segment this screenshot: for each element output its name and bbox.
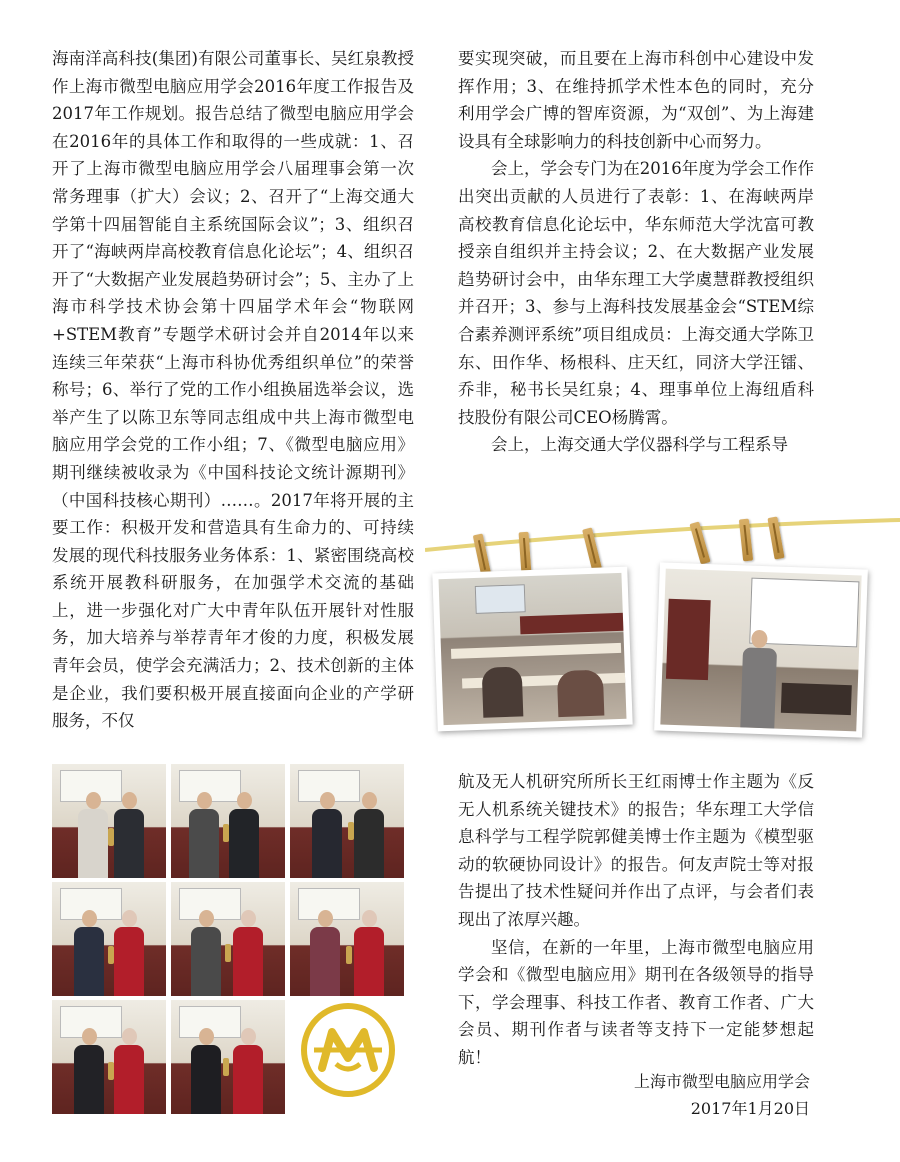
society-logo-icon: [300, 1002, 396, 1098]
right-column-bottom: [458, 768, 814, 1072]
signature: [560, 1068, 810, 1122]
paragraph-conclusion: 坚信，在新的一年里，上海市微型电脑应用学会和《微型电脑应用》期刊在各级领导的指导下，学会理事、科技工作者、教育工作者、广大会员、期刊作者与读者等支持下一定能梦想起航！: [458, 937, 814, 1067]
meeting-room-photo: [432, 567, 632, 732]
paragraph-reports-continued: 航及无人机研究所所长王红雨博士作主题为《反无人机系统关键技术》的报告；华东理工大学信息科学与工程学院郭健美博士作主题为《模型驱动的软硬协同设计》的报告。何友声院士等对报告提出了技术性疑问并作出了点评，与会者们表现出了浓厚兴趣。: [458, 772, 814, 929]
paragraph-reports-start: 会上，上海交通大学仪器科学与工程系导: [491, 435, 788, 455]
paragraph-continued: 要实现突破，而且要在上海市科创中心建设中发挥作用；3、在维持抓学术性本色的同时，充分利用学会广博的智库资源，为“双创”、为上海建设具有全球影响力的科技创新中心而努力。: [458, 49, 814, 151]
award-photo: [171, 882, 285, 996]
right-column-top: [458, 45, 814, 459]
paragraph-awards: 会上，学会专门为在2016年度为学会工作作出突出贡献的人员进行了表彰：1、在海峡两岸高校教育信息化论坛中，华东师范大学沈富可教授亲自组织并主持会议；2、在大数据产业发展趋势研讨会中，由华东理工大学虞慧群教授组织并召开；3、参与上海科技发展基金会“STEM综合素养测评系统”项目组成员：上海交通大学陈卫东、田作华、杨根科、庄天红，同济大学汪镭、乔非，秘书长吴红泉；4、理事单位上海纽盾科技股份有限公司CEO杨腾霄。: [458, 159, 814, 427]
award-photo: [52, 764, 166, 878]
clothesline-rope: [425, 508, 900, 568]
presenter-photo: [654, 562, 868, 737]
award-photo: [171, 1000, 285, 1114]
award-photo-grid: [52, 764, 404, 1114]
award-photo: [171, 764, 285, 878]
left-column-text: 海南洋高科技(集团)有限公司董事长、吴红泉教授作上海市微型电脑应用学会2016年度工作报告及2017年工作规划。报告总结了微型电脑应用学会在2016年的具体工作和取得的一些成就：1、召开了上海市微型电脑应用学会八届理事会第一次常务理事（扩大）会议；2、召开了“上海交通大学第十四届智能自主系统国际会议”；3、组织召开了“海峡两岸高校教育信息化论坛”；4、组织召开了“大数据产业发展趋势研讨会”；5、主办了上海市科学技术协会第十四届学术年会“物联网+STEM教育”专题学术研讨会并自2014年以来连续三年荣获“上海市科协优秀组织单位”的荣誉称号；6、举行了党的工作小组换届选举会议，选举产生了以陈卫东等同志组成中共上海市微型电脑应用学会党的工作小组；7、《微型电脑应用》期刊继续被收录为《中国科技论文统计源期刊》（中国科技核心期刊）……。2017年将开展的主要工作：积极开发和营造具有生命力的、可持续发展的现代科技服务业务体系：1、紧密围绕高校系统开展教科研服务，在加强学术交流的基础上，进一步强化对广大中青年队伍开展针对性服务，加大培养与举荐青年才俊的力度，积极发展青年会员，使学会充满活力；2、技术创新的主体是企业，我们要积极开展直接面向企业的产学研服务，不仅: [52, 49, 414, 731]
award-photo: [52, 1000, 166, 1114]
clothesline-photos: [425, 508, 900, 738]
award-photo: [52, 882, 166, 996]
award-photo: [290, 764, 404, 878]
signature-org: 上海市微型电脑应用学会: [633, 1072, 810, 1091]
award-photo: [290, 882, 404, 996]
left-column: [52, 45, 414, 735]
signature-date: 2017年1月20日: [690, 1099, 810, 1118]
